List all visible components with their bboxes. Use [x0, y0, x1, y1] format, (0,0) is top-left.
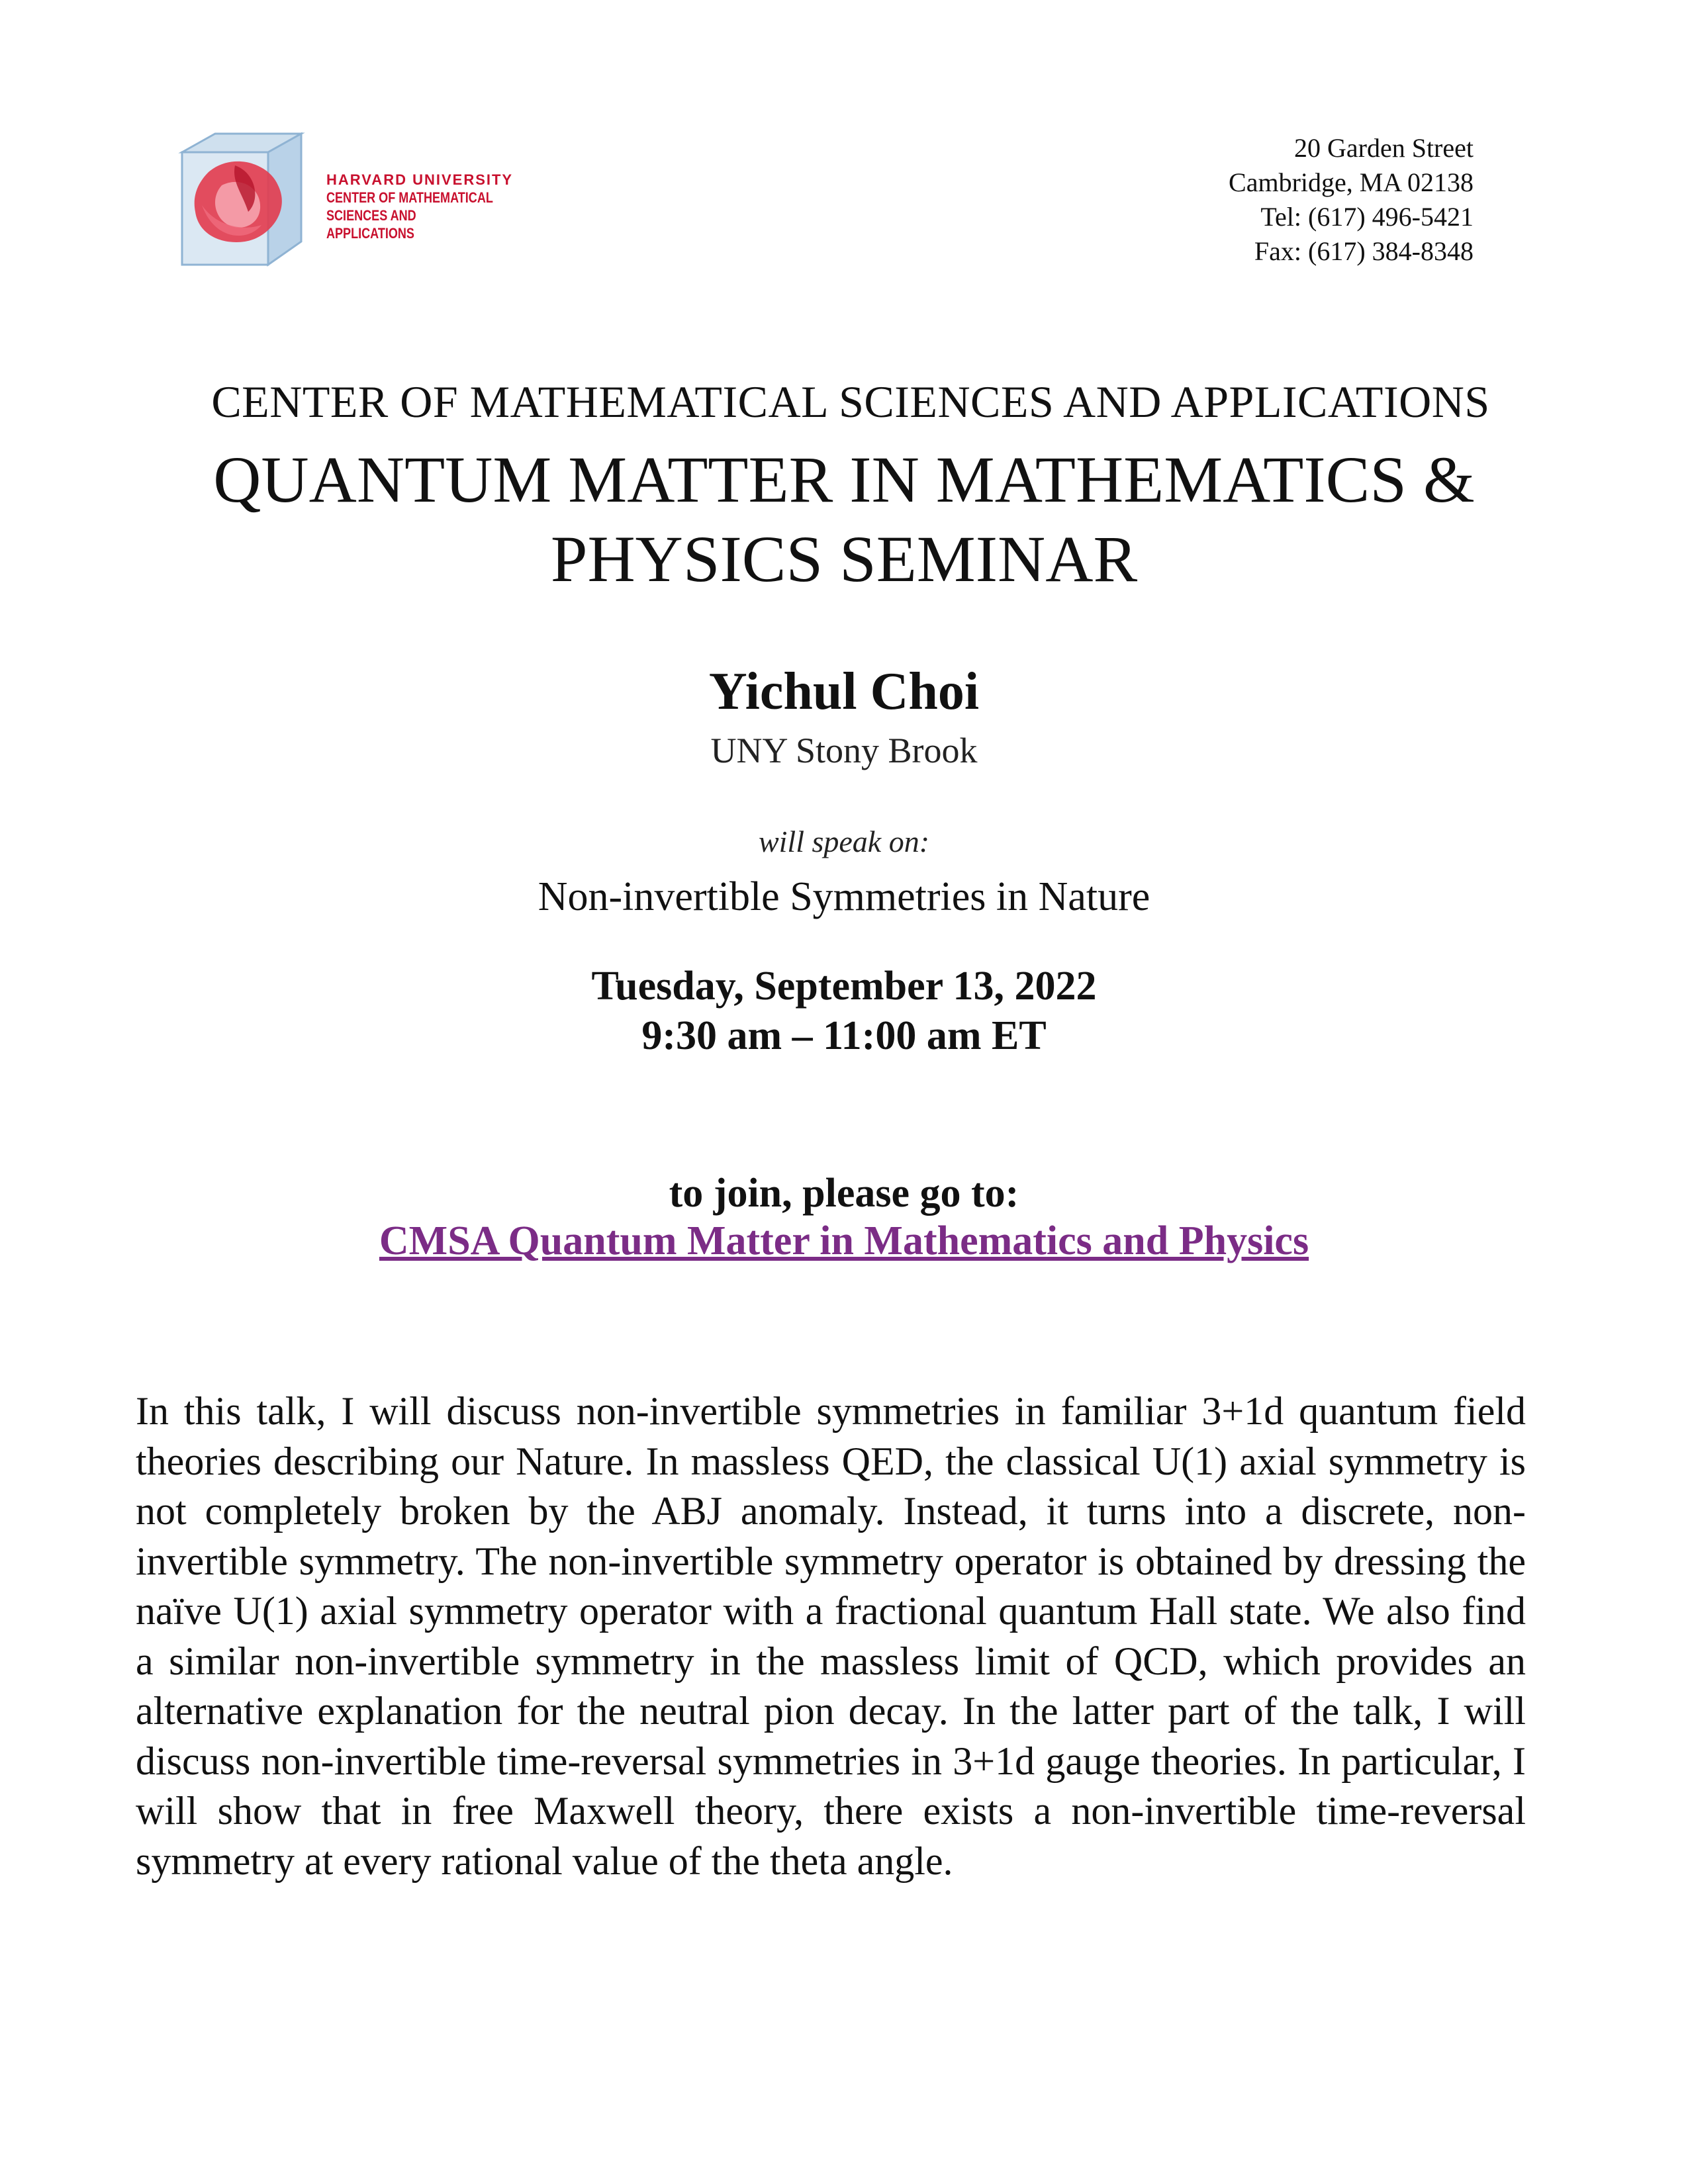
- cmsa-logo: [169, 126, 539, 285]
- seminar-title-line: PHYSICS SEMINAR: [550, 522, 1138, 596]
- abstract-paragraph: In this talk, I will discuss non-invertible symmetries in familiar 3+1d quantum field theories describing our Nature. In massless QED, the classical U(1) axial symmetry is not completely broken by the ABJ anomaly. Instead, it turns into a discrete, non-invertible symmetry. The non-invertible symmetry operator is obtained by dressing the naïve U(1) axial symmetry operator with a fractional quantum Hall state. We also find a similar non-invertible symmetry in the massless limit of QCD, which provides an alternative explanation for the neutral pion decay. In the latter part of the talk, I will discuss non-invertible time-reversal symmetries in 3+1d gauge theories. In particular, I will show that in free Maxwell theory, there exists a non-invertible time-reversal symmetry at every rational value of the theta angle.: [136, 1389, 1526, 1883]
- address-fax: Fax: (617) 384-8348: [1254, 236, 1474, 266]
- logo-center-text: CENTER OF MATHEMATICAL: [326, 189, 493, 206]
- seminar-title-line: QUANTUM MATTER IN MATHEMATICS &: [213, 443, 1475, 516]
- address-street: 20 Garden Street: [1293, 133, 1474, 163]
- logo-cube-icon: [169, 126, 328, 285]
- address-city: Cambridge, MA 02138: [1229, 167, 1474, 197]
- contact-address: [1229, 131, 1474, 269]
- speaker-affiliation: UNY Stony Brook: [710, 731, 978, 770]
- join-link[interactable]: CMSA Quantum Matter in Mathematics and Physics: [379, 1218, 1309, 1263]
- speaker-name: Yichul Choi: [708, 662, 980, 721]
- center-name-heading: CENTER OF MATHEMATICAL SCIENCES AND APPLICATIONS: [211, 377, 1490, 427]
- address-phone: Tel: (617) 496-5421: [1260, 202, 1474, 232]
- join-instruction: to join, please go to:: [669, 1171, 1019, 1216]
- logo-university-text: HARVARD UNIVERSITY: [326, 171, 514, 188]
- seminar-title: [0, 440, 1688, 599]
- event-time: 9:30 am – 11:00 am ET: [641, 1013, 1047, 1058]
- talk-title: Non-invertible Symmetries in Nature: [538, 874, 1150, 919]
- logo-sciences-text: SCIENCES AND APPLICATIONS: [326, 207, 416, 242]
- will-speak-label: will speak on:: [758, 825, 930, 858]
- event-date: Tuesday, September 13, 2022: [591, 964, 1097, 1009]
